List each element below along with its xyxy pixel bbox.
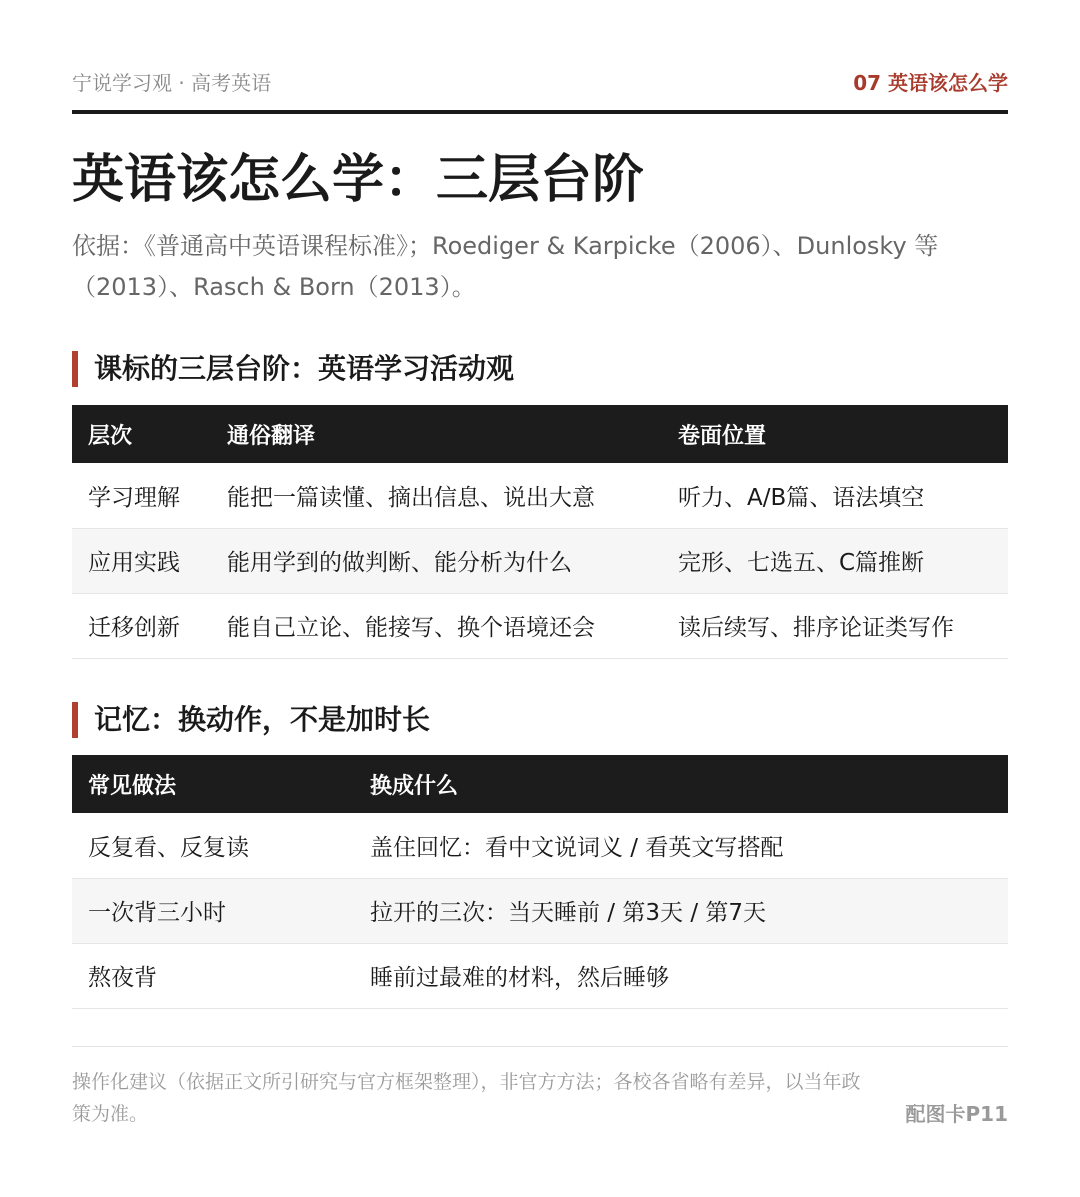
table-cell: 应用实践 [72, 528, 211, 593]
column-header: 换成什么 [354, 755, 1008, 813]
section-heading-levels [72, 351, 1008, 387]
table-row [72, 463, 1008, 528]
source-citation: 依据：《普通高中英语课程标准》；Roediger & Karpicke（2006）、Dunlosky 等（2013）、Rasch & Born（2013）。 [72, 232, 939, 301]
table-cell: 拉开的三次：当天睡前 / 第3天 / 第7天 [354, 878, 1008, 943]
table-cell: 完形、七选五、C篇推断 [662, 528, 1008, 593]
page-title: 英语该怎么学：三层台阶 [72, 150, 645, 210]
table-cell: 读后续写、排序论证类写作 [662, 593, 1008, 658]
page-header [72, 66, 1008, 100]
series-label: 宁说学习观 · 高考英语 [72, 71, 272, 95]
table-cell: 能把一篇读懂、摘出信息、说出大意 [211, 463, 662, 528]
table-cell: 能用学到的做判断、能分析为什么 [211, 528, 662, 593]
table-cell: 能自己立论、能接写、换个语境还会 [211, 593, 662, 658]
footer-divider [72, 1046, 1008, 1047]
levels-table [72, 405, 1008, 659]
table-cell: 盖住回忆：看中文说词义 / 看英文写搭配 [354, 813, 1008, 878]
table-cell: 迁移创新 [72, 593, 211, 658]
section-title: 课标的三层台阶：英语学习活动观 [94, 352, 515, 385]
table-cell: 睡前过最难的材料，然后睡够 [354, 943, 1008, 1008]
footer-note: 操作化建议（依据正文所引研究与官方框架整理），非官方方法；各校各省略有差异，以当年政策为准。 [72, 1071, 861, 1125]
table-header-row [72, 755, 1008, 813]
memory-table [72, 755, 1008, 1009]
table-row [72, 528, 1008, 593]
section-heading-memory [72, 702, 1008, 738]
chapter-label: 07 英语该怎么学 [853, 71, 1008, 95]
column-header: 通俗翻译 [211, 405, 662, 463]
table-cell: 听力、A/B篇、语法填空 [662, 463, 1008, 528]
section-title: 记忆：换动作，不是加时长 [94, 703, 431, 736]
table-row [72, 813, 1008, 878]
table-cell: 熬夜背 [72, 943, 354, 1008]
column-header: 常见做法 [72, 755, 354, 813]
table-cell: 一次背三小时 [72, 878, 354, 943]
column-header: 卷面位置 [662, 405, 1008, 463]
column-header: 层次 [72, 405, 211, 463]
table-row [72, 878, 1008, 943]
card-tag: 配图卡P11 [905, 1102, 1008, 1126]
table-cell: 反复看、反复读 [72, 813, 354, 878]
header-divider [72, 110, 1008, 114]
table-row [72, 593, 1008, 658]
table-header-row [72, 405, 1008, 463]
section-accent-bar [72, 702, 78, 738]
table-row [72, 943, 1008, 1008]
table-cell: 学习理解 [72, 463, 211, 528]
section-accent-bar [72, 351, 78, 387]
